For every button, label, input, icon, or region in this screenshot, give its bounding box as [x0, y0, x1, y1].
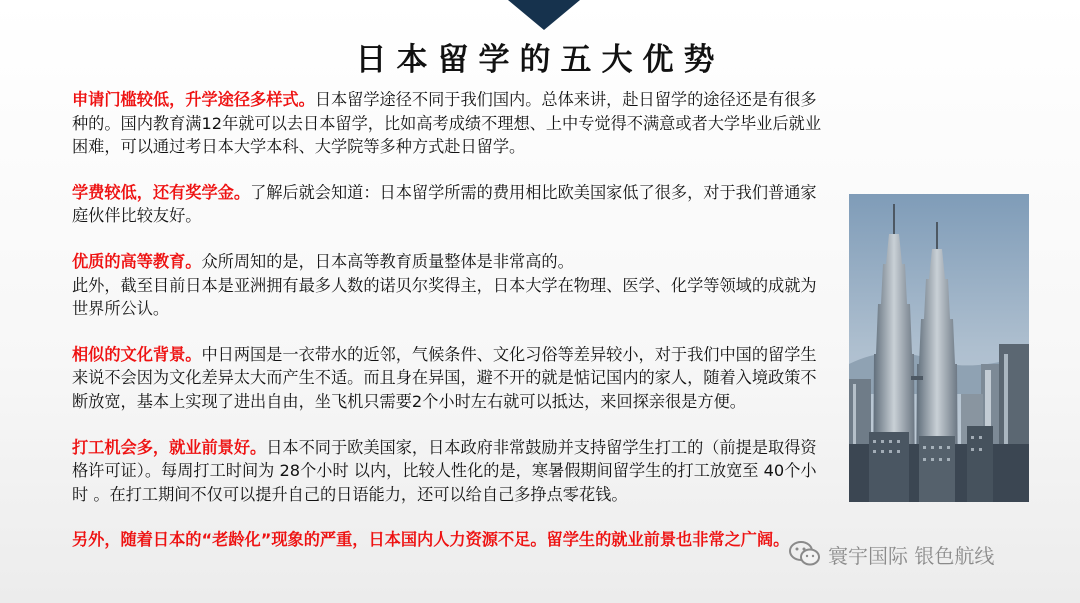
paragraph-heading: 申请门槛较低，升学途径多样式。	[72, 90, 315, 109]
paragraph-threshold	[72, 88, 832, 159]
paragraph-tuition	[72, 181, 832, 228]
paragraph-heading: 相似的文化背景。	[72, 344, 202, 364]
paragraph-text: 中日两国是一衣带水的近邻，气候条件、文化习俗等差异较小，对于我们中国的留学生来说不会因为文化差异太大而产生不适。而且身在异国，避不开的就是惦记国内的家人，随着入境政策不断放宽，基本上实现了进出自由，坐飞机只需要2个小时左右就可以抵达，来回探亲很是方便。	[72, 344, 817, 411]
content-body	[72, 88, 832, 574]
paragraph-aging	[72, 528, 832, 552]
paragraph-culture	[72, 343, 832, 414]
paragraph-heading: 打工机会多，就业前景好。	[72, 437, 267, 457]
paragraph-heading: 学费较低，还有奖学金。	[72, 182, 251, 202]
page-title: 日本留学的五大优势	[355, 42, 725, 78]
watermark-text: 寰宇国际 银色航线	[828, 543, 995, 568]
header-triangle-decoration	[508, 0, 580, 30]
paragraph-text-continued: 此外，截至目前日本是亚洲拥有最多人数的诺贝尔奖得主，日本大学在物理、医学、化学等领域的成就为世界所公认。	[72, 275, 817, 319]
wechat-watermark	[788, 538, 994, 570]
paragraph-heading: 另外，随着日本的“老龄化”现象的严重，日本国内人力资源不足。留学生的就业前景也非常之广阔。	[72, 530, 790, 550]
paragraph-text: 日本留学途径不同于我们国内。总体来讲，赴日留学的途径还是有很多种的。国内教育满12年就可以去日本留学，比如高考成绩不理想、上中专觉得不满意或者大学毕业后就业困难，可以通过考日本大学本科、大学院等多种方式赴日留学。	[72, 90, 822, 157]
paragraph-text: 众所周知的是，日本高等教育质量整体是非常高的。	[201, 251, 574, 271]
paragraph-education	[72, 250, 832, 321]
paragraph-employment	[72, 436, 832, 507]
paragraph-text: 日本不同于欧美国家，日本政府非常鼓励并支持留学生打工的（前提是取得资格许可证）。每周打工时间为 28个小时 以内，比较人性化的是，寒暑假期间留学生的打工放宽至 40个小时 。在打工期间不仅可以提升自己的日语能力，还可以给自己多挣点零花钱。	[72, 437, 817, 504]
petronas-towers-photo	[849, 194, 1029, 502]
paragraph-heading: 优质的高等教育。	[72, 251, 202, 271]
paragraph-text: 了解后就会知道：日本留学所需的费用相比欧美国家低了很多，对于我们普通家庭伙伴比较友好。	[72, 182, 817, 226]
wechat-icon	[788, 539, 822, 569]
